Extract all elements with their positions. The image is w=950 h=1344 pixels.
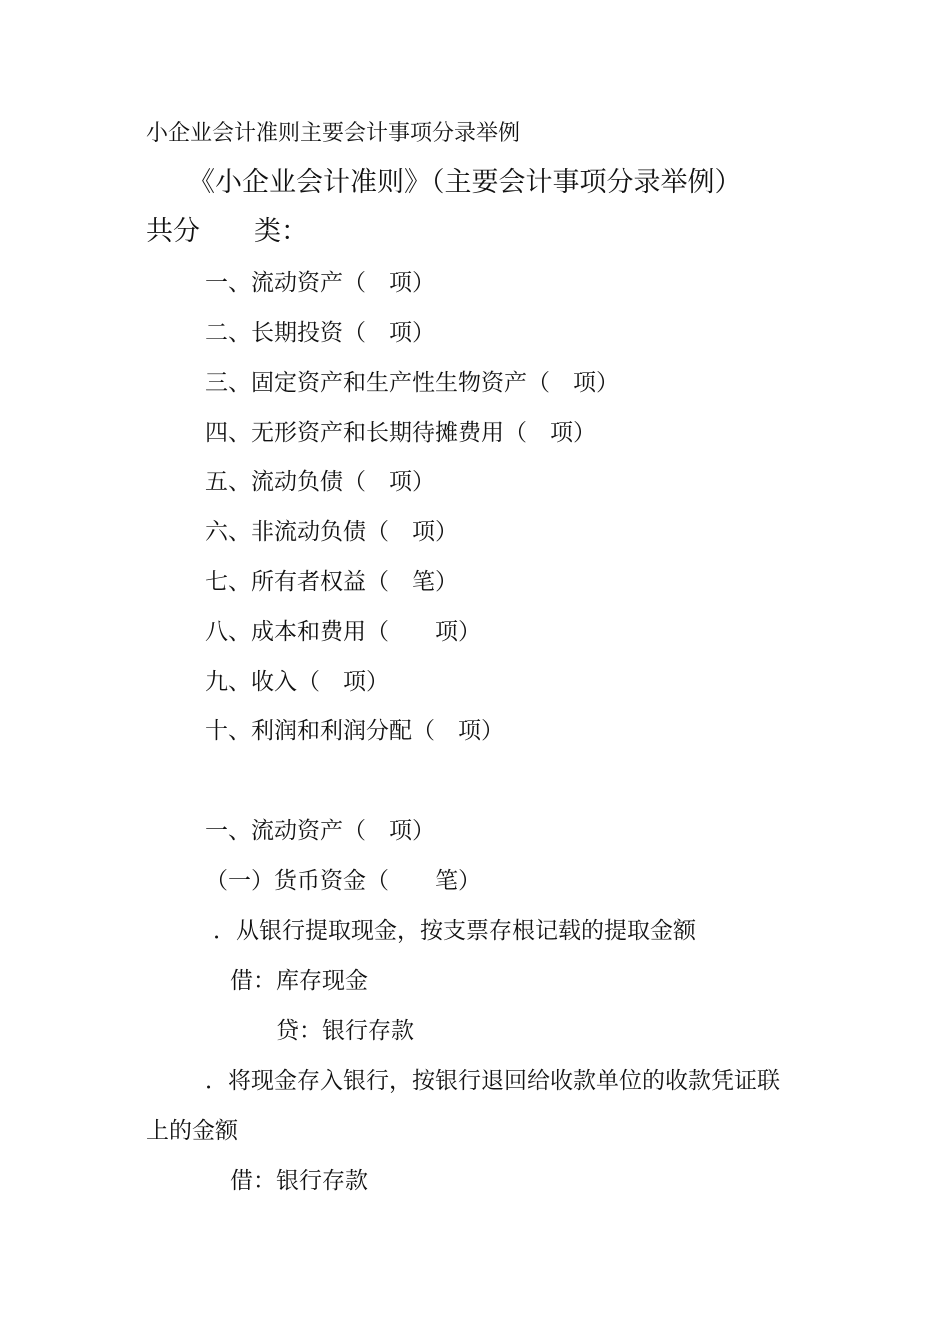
entry-debit: 借：银行存款	[230, 1168, 368, 1194]
category-item: 四、无形资产和长期待摊费用（ 项）	[205, 420, 596, 446]
category-item: 九、收入（ 项）	[205, 669, 389, 695]
category-item: 七、所有者权益（ 笔）	[205, 569, 458, 595]
entry-description: ．将现金存入银行，按银行退回给收款单位的收款凭证联	[205, 1068, 780, 1094]
entry-description: ．从银行提取现金，按支票存根记载的提取金额	[213, 918, 696, 944]
category-item: 八、成本和费用（ 项）	[205, 619, 481, 645]
document-title: 小企业会计准则主要会计事项分录举例	[146, 121, 521, 146]
category-item: 五、流动负债（ 项）	[205, 469, 435, 495]
entry-credit: 贷：银行存款	[276, 1018, 414, 1044]
category-item: 六、非流动负债（ 项）	[205, 519, 458, 545]
category-item: 十、利润和利润分配（ 项）	[205, 718, 504, 744]
category-item: 一、流动资产（ 项）	[205, 270, 435, 296]
category-item: 二、长期投资（ 项）	[205, 320, 435, 346]
entry-description-continued: 上的金额	[146, 1118, 238, 1144]
entry-debit: 借：库存现金	[230, 968, 368, 994]
document-heading: 《小企业会计准则》（主要会计事项分录举例）	[188, 167, 742, 198]
category-intro: 共分 类：	[146, 216, 308, 247]
category-item: 三、固定资产和生产性生物资产（ 项）	[205, 370, 619, 396]
section-subtitle: （一）货币资金（ 笔）	[205, 868, 481, 894]
section-title: 一、流动资产（ 项）	[205, 818, 435, 844]
